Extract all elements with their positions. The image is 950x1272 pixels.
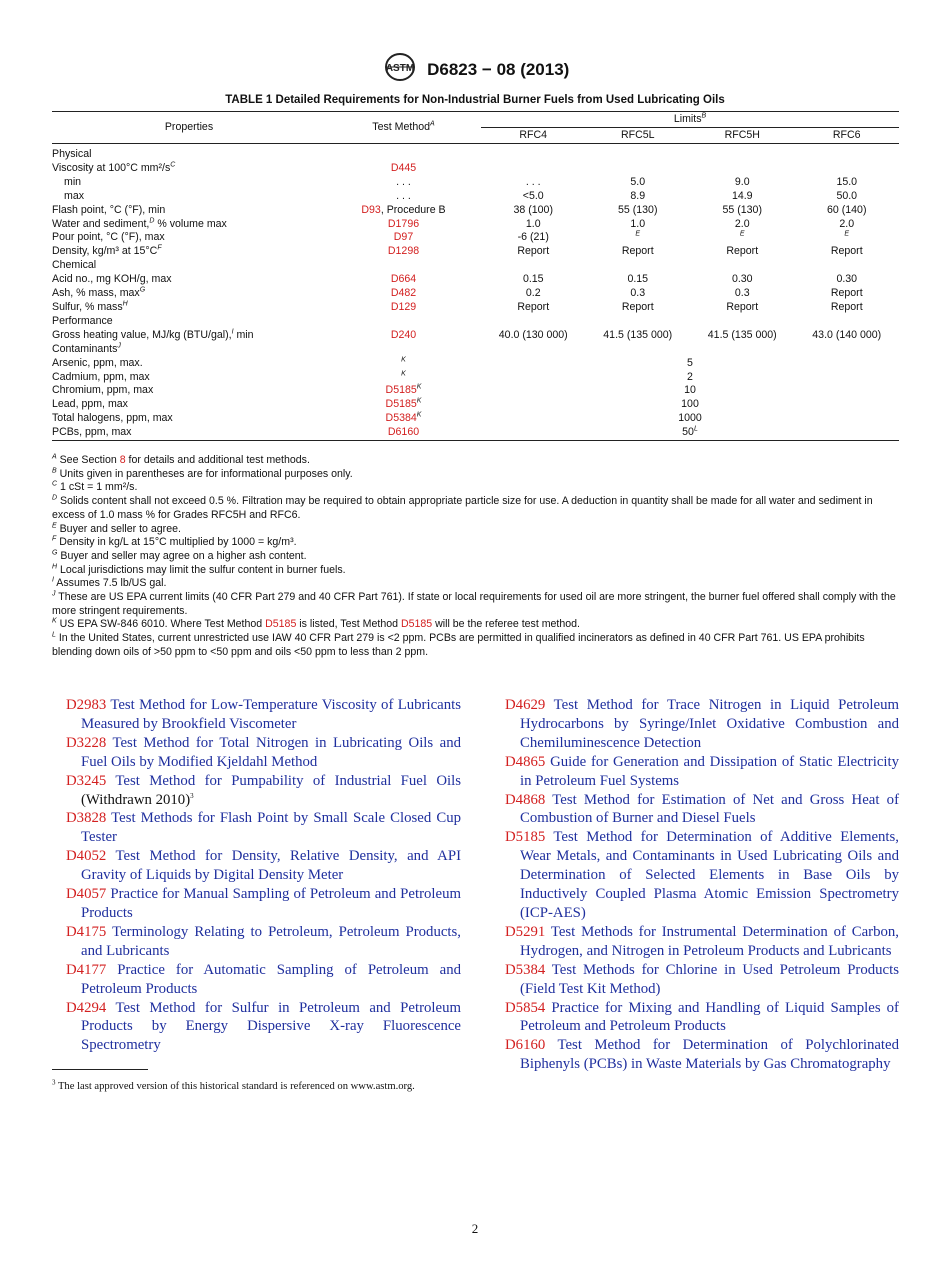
limit-cell: Report: [726, 300, 759, 313]
reference-item: D3245 Test Method for Pumpability of Industrial Fuel Oils (Withdrawn 2010)$^3$: [66, 772, 461, 808]
reference-title-link[interactable]: Test Method for Trace Nitrogen in Liquid Petroleum Hydrocarbons by Syringe/Inlet Oxidative Combustion and Chemiluminescence Detection: [520, 697, 899, 751]
reference-title-link[interactable]: Test Methods for Flash Point by Small Scale Closed Cup Tester: [81, 810, 461, 846]
table-row: [52, 412, 899, 426]
reference-item: [66, 696, 461, 734]
method-link[interactable]: D240: [390, 328, 417, 341]
reference-code-link[interactable]: D4052: [66, 848, 107, 865]
header-test-method: Test Method$^A$: [326, 112, 481, 144]
reference-code-link[interactable]: D2983: [66, 697, 107, 713]
reference-title-link[interactable]: Practice for Mixing and Handling of Liquid Samples of Petroleum and Petroleum Products: [520, 999, 899, 1035]
reference-code-link[interactable]: D5384: [505, 961, 546, 978]
table-header-row: [52, 112, 899, 128]
header-limits: Limits$^B$: [481, 112, 899, 128]
grade-rfc5l: RFC5L: [586, 128, 691, 144]
limit-cell: 8.9: [630, 189, 646, 202]
header-properties: Properties: [52, 112, 326, 144]
section-performance: Performance: [52, 314, 113, 327]
property-label: Flash point, °C (°F), min: [52, 203, 166, 216]
limit-cell: E: [739, 230, 745, 238]
property-label: max: [64, 189, 85, 202]
reference-item: [66, 734, 461, 772]
limit-cell: . . .: [525, 175, 541, 188]
property-label: Arsenic, ppm, max.: [52, 356, 143, 369]
reference-title-link[interactable]: Test Method for Determination of Polychlorinated Biphenyls (PCBs) in Waste Materials by Gas Chromatography: [520, 1037, 899, 1073]
reference-code-link[interactable]: D6160: [505, 1037, 546, 1054]
limit-cell: 5.0: [630, 175, 646, 188]
reference-code-link[interactable]: D3245: [66, 772, 107, 789]
property-label: Chromium, ppm, max: [52, 384, 154, 397]
requirements-table: [52, 111, 899, 441]
limit-cell: 10: [684, 384, 696, 397]
table-row: [52, 148, 899, 162]
limit-cell: 0.3: [734, 287, 750, 300]
reference-item: [66, 923, 461, 961]
reference-code-link[interactable]: D5291: [505, 923, 546, 940]
table-row: [52, 426, 899, 440]
property-label: Pour point, °C (°F), max: [52, 231, 165, 244]
limit-cell: 0.15: [627, 273, 649, 286]
reference-item: [505, 753, 899, 791]
limit-cell: 0.30: [836, 273, 858, 286]
reference-title-link[interactable]: Test Method for Pumpability of Industrial Fuel Oils: [115, 772, 461, 789]
table-notes: [52, 454, 899, 660]
limit-cell: 0.30: [731, 273, 753, 286]
limit-cell: Report: [517, 245, 550, 258]
table-row: [52, 329, 899, 343]
table-note: $^H$ Local jurisdictions may limit the sulfur content in burner fuels.: [52, 563, 346, 576]
table-row: [52, 273, 899, 287]
reference-title-link[interactable]: Test Method for Density, Relative Density, and API Gravity of Liquids by Digital Density Meter: [81, 848, 462, 884]
section-contaminants: Contaminants$^J$: [52, 342, 121, 355]
reference-item: [66, 999, 461, 1056]
footnote: $^3$ The last approved version of this historical standard is referenced on www.astm.org.: [52, 1078, 415, 1092]
property-label: min: [64, 175, 82, 188]
property-label: Cadmium, ppm, max: [52, 370, 150, 383]
method-cell: K: [401, 356, 406, 364]
method-link[interactable]: D5185: [400, 618, 433, 631]
limit-cell: 2.0: [734, 217, 750, 230]
property-label: Water and sediment,$^D$ % volume max: [52, 217, 227, 230]
table-note: $^J$ These are US EPA current limits (40 CFR Part 279 and 40 CFR Part 761). If state or local requirements for used oil are more stringent, the burner fuel offered shall comply with the more stringent requirements.: [52, 590, 896, 617]
limit-cell: 1.0: [525, 217, 541, 230]
method-link[interactable]: D664: [390, 273, 417, 286]
limit-cell: Report: [621, 245, 654, 258]
reference-title-link[interactable]: Test Method for Determination of Additive Elements, Wear Metals, and Contaminants in Used Lubricating Oils and Determination of Selected Elements in Base Oils by Inductively Coupled Plasma Atomic Emission Spectrometry (ICP-AES): [520, 829, 899, 921]
limit-cell: E: [635, 230, 641, 238]
table-row: [52, 162, 899, 176]
limit-cell: <5.0: [522, 189, 544, 202]
property-label: Total halogens, ppm, max: [52, 412, 173, 425]
reference-item: [66, 809, 461, 847]
references-left-column: [66, 696, 461, 1055]
property-label: Gross heating value, MJ/kg (BTU/gal),$^I$ min: [52, 328, 254, 341]
reference-title-link[interactable]: Test Method for Estimation of Net and Gross Heat of Combustion of Burner and Diesel Fuels: [520, 791, 899, 827]
limit-cell: E: [844, 230, 850, 238]
reference-title-link[interactable]: Practice for Manual Sampling of Petroleum and Petroleum Products: [81, 886, 461, 921]
table-row: [52, 204, 899, 218]
reference-title-link[interactable]: Test Method for Sulfur in Petroleum and Petroleum Products by Energy Dispersive X-ray Fluorescence Spectrometry: [81, 999, 461, 1054]
limit-cell: Report: [830, 287, 863, 300]
method-link[interactable]: D5185: [385, 398, 417, 411]
table-note: $^B$ Units given in parentheses are for informational purposes only.: [52, 467, 353, 480]
reference-code-link[interactable]: D5185: [505, 829, 546, 846]
limit-cell: 2.0: [839, 217, 855, 230]
reference-code-link[interactable]: D4175: [66, 923, 107, 940]
table-row: [52, 301, 899, 315]
limit-cell: 0.3: [630, 287, 646, 300]
limit-cell: 41.5 (135 000): [707, 328, 777, 341]
limit-cell: 9.0: [734, 175, 750, 188]
method-link[interactable]: D129: [390, 300, 417, 313]
page-number: 2: [471, 1221, 479, 1236]
limit-cell: 1.0: [630, 217, 646, 230]
reference-title-link[interactable]: Test Methods for Instrumental Determination of Carbon, Hydrogen, and Nitrogen in Petroleum Products and Lubricants: [520, 923, 899, 959]
footnote-marker: 3: [190, 791, 194, 800]
limit-cell: 55 (130): [722, 203, 762, 216]
reference-item: [505, 961, 899, 999]
reference-title-link[interactable]: Guide for Generation and Dissipation of Static Electricity in Petroleum Fuel Systems: [520, 753, 900, 789]
method-link[interactable]: D6160: [326, 426, 481, 440]
method-link[interactable]: D482: [390, 287, 417, 300]
grade-rfc6: RFC6: [795, 128, 900, 144]
reference-item: [505, 696, 899, 753]
limit-cell: Report: [830, 300, 863, 313]
document-designation: D6823 − 08 (2013): [427, 59, 570, 79]
reference-item: [505, 923, 899, 961]
limit-cell: 14.9: [731, 189, 753, 202]
limit-cell: 5: [687, 356, 693, 369]
table-note: $^F$ Density in kg/L at 15°C multiplied by 1000 = kg/m³.: [52, 535, 297, 549]
reference-title-link[interactable]: Test Method for Low-Temperature Viscosity of Lubricants Measured by Brookfield Viscometer: [81, 697, 461, 732]
table-row: [52, 245, 899, 259]
reference-item: [505, 828, 899, 923]
reference-code-link[interactable]: D4177: [66, 961, 107, 978]
table-row: [52, 398, 899, 412]
method-link[interactable]: D1796: [387, 217, 420, 230]
limit-cell: Report: [726, 245, 759, 258]
method-cell: $D5384^K$: [385, 411, 422, 425]
table-row: [52, 343, 899, 357]
reference-title-link[interactable]: Practice for Automatic Sampling of Petroleum and Petroleum Products: [81, 961, 461, 997]
limit-cell: 55 (130): [618, 203, 658, 216]
reference-title-link[interactable]: Test Methods for Chlorine in Used Petroleum Products (Field Test Kit Method): [520, 961, 899, 997]
page-header: [0, 52, 950, 87]
reference-code-link[interactable]: D3828: [66, 810, 107, 827]
limit-cell: 43.0 (140 000): [812, 328, 882, 341]
property-label: PCBs, ppm, max: [52, 426, 326, 440]
reference-item: [505, 1036, 899, 1074]
table-row: [52, 371, 899, 385]
limit-cell: 0.2: [525, 287, 541, 300]
table-note: $^G$ Buyer and seller may agree on a higher ash content.: [52, 549, 307, 562]
limit-cell: 38 (100): [513, 203, 553, 216]
table-note: $^D$ Solids content shall not exceed 0.5 %. Filtration may be required to obtain appropriate particle size for use. A deduction in quantity shall be made for all water and sediment in excess of 1.0 mass % for Grades RFC5H and RFC6.: [52, 494, 873, 521]
reference-code-link[interactable]: D4868: [505, 791, 546, 808]
method-cell: . . .: [396, 189, 411, 202]
limit-cell: 0.15: [522, 273, 544, 286]
svg-text:ASTM: ASTM: [385, 63, 414, 74]
property-label: Lead, ppm, max: [52, 398, 128, 411]
astm-logo-icon: [381, 52, 419, 87]
reference-title-link[interactable]: Test Method for Total Nitrogen in Lubricating Oils and Fuel Oils by Modified Kjeldahl Method: [81, 734, 461, 770]
limit-cell: 2: [687, 370, 693, 383]
table-note: $^I$ Assumes 7.5 lb/US gal.: [52, 576, 167, 590]
limit-cell: 15.0: [836, 175, 858, 188]
method-link[interactable]: D5185: [385, 384, 417, 397]
table-row: [52, 357, 899, 371]
reference-code-link[interactable]: D5854: [505, 999, 546, 1016]
reference-code-link[interactable]: D4294: [66, 999, 107, 1016]
reference-code-link[interactable]: D4057: [66, 886, 107, 903]
table-row: [52, 384, 899, 398]
method-link[interactable]: D5185: [265, 618, 297, 631]
method-cell: D93, Procedure B: [361, 203, 446, 216]
section-physical: Physical: [52, 148, 92, 160]
limit-cell: 1000: [678, 412, 702, 425]
limit-cell: 40.0 (130 000): [498, 328, 568, 341]
reference-title-link[interactable]: Terminology Relating to Petroleum, Petroleum Products, and Lubricants: [81, 923, 461, 959]
limit-cell: 100: [681, 398, 699, 411]
section-link[interactable]: 8: [119, 454, 126, 466]
grade-rfc5h: RFC5H: [690, 128, 795, 144]
reference-item: [66, 961, 461, 999]
table-note: $^A$ See Section 8 for details and additional test methods.: [52, 453, 310, 466]
property-label: Density, kg/m³ at $15^\circ C^F$: [52, 244, 162, 258]
table-row: [52, 176, 899, 190]
section-chemical: Chemical: [52, 259, 97, 272]
table-note: $^E$ Buyer and seller to agree.: [52, 521, 181, 535]
method-cell: K: [401, 369, 406, 377]
limit-cell: $50^L$: [481, 426, 899, 440]
limit-cell: Report: [621, 300, 654, 313]
limit-cell: Report: [517, 300, 550, 313]
reference-item: [66, 885, 461, 923]
table-row: [52, 315, 899, 329]
reference-item: [505, 999, 899, 1037]
reference-code-link[interactable]: D4865: [505, 753, 546, 770]
table-note: $^C$ 1 cSt = 1 mm²/s.: [52, 480, 138, 494]
method-cell: $D5185^K$: [385, 383, 422, 397]
limit-cell: 50.0: [836, 189, 858, 202]
table-row: [52, 190, 899, 204]
table-note: $^L$ In the United States, current unrestricted use IAW 40 CFR Part 279 is <2 ppm. PCBs are permitted in qualified incinerators as defined in 40 CFR Part 761. US EPA prohibits blending down oils of >50 ppm to <50 ppm and oils <50 ppm to less than 2 ppm.: [52, 631, 865, 658]
property-label: Ash, % mass, $\max^G$: [52, 286, 146, 300]
footnote-divider: [52, 1069, 148, 1070]
limit-cell: 60 (140): [827, 203, 867, 216]
references-right-column: [505, 696, 899, 1074]
property-label: Sulfur, % mass$^H$: [52, 300, 128, 313]
method-link[interactable]: D1298: [387, 245, 420, 258]
method-cell: $D5185^K$: [385, 397, 422, 411]
grade-rfc4: RFC4: [481, 128, 586, 144]
property-label: Acid no., mg KOH/g, max: [52, 273, 172, 286]
method-link[interactable]: D97: [393, 231, 414, 244]
property-label: Viscosity at 100°C mm²/$s^C$: [52, 161, 176, 174]
limit-cell: Report: [830, 245, 863, 258]
method-link[interactable]: D445: [390, 161, 417, 174]
table-row: [52, 287, 899, 301]
method-cell: . . .: [396, 175, 411, 188]
reference-item: [66, 847, 461, 885]
table-row: [52, 259, 899, 273]
table-title: TABLE 1 Detailed Requirements for Non-Industrial Burner Fuels from Used Lubricating Oils: [225, 94, 725, 106]
reference-item: [505, 791, 899, 829]
limit-cell: -6 (21): [517, 231, 549, 244]
limit-cell: 41.5 (135 000): [603, 328, 673, 341]
method-link[interactable]: D5384: [385, 412, 417, 425]
reference-code-link[interactable]: D3228: [66, 734, 107, 751]
method-link[interactable]: D93: [361, 203, 381, 216]
table-row: [52, 231, 899, 245]
table-row: [52, 218, 899, 232]
table-note: $^K$ US EPA SW-846 6010. Where Test Method D5185 is listed, Test Method D5185 will be the referee test method.: [52, 617, 580, 631]
reference-code-link[interactable]: D4629: [505, 697, 546, 713]
